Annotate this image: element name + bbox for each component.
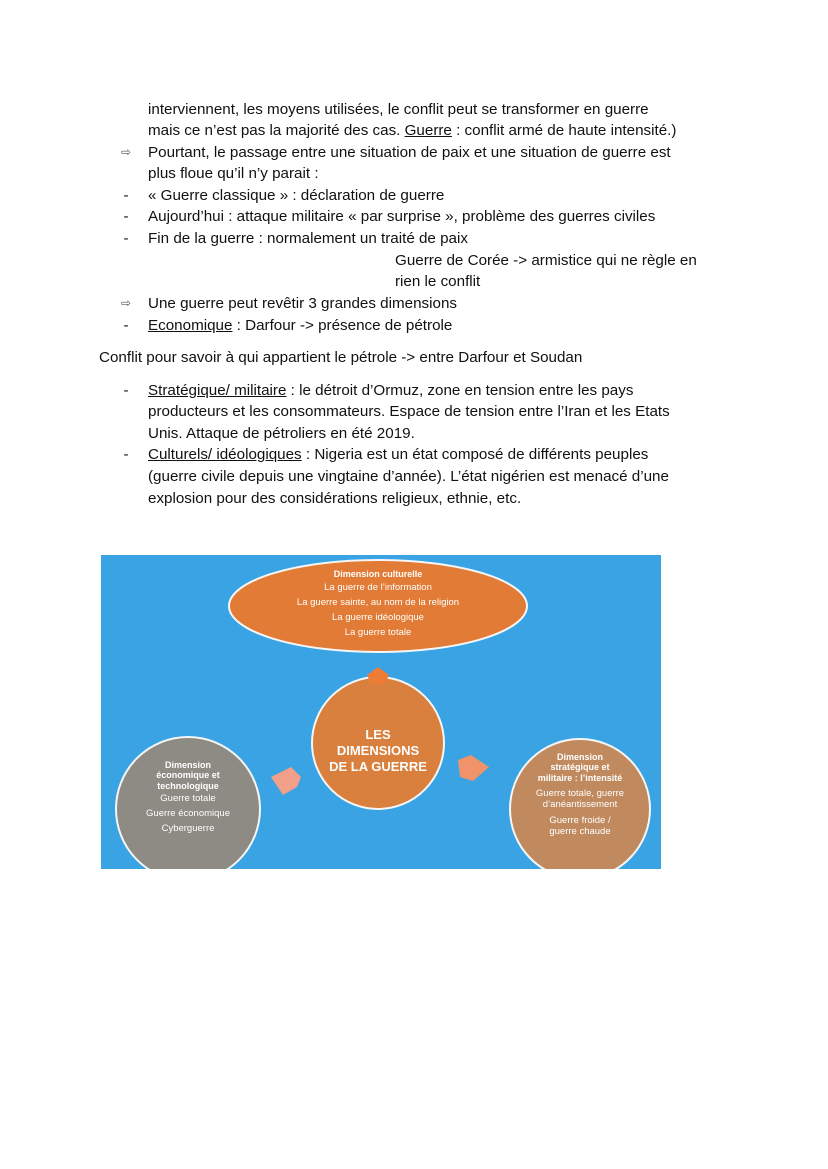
arrow-top-icon bbox=[367, 667, 389, 684]
right-item: guerre chaude bbox=[549, 825, 611, 837]
left-dimension-text: Dimension économique et technologique Guerre totale Guerre économique Cyberguerre bbox=[123, 760, 253, 835]
arrow-bullet-icon: ⇨ bbox=[120, 296, 132, 310]
text-line: Fin de la guerre : normalement un traité de paix bbox=[148, 230, 468, 247]
dimensions-diagram bbox=[101, 555, 661, 869]
dash-bullet: - bbox=[123, 382, 129, 399]
right-dimension-text: Dimension stratégique et militaire : l’intensité Guerre totale, guerre d’anéantissement Guerre froide / guerre chaude bbox=[515, 752, 645, 838]
text-line: (guerre civile depuis une vingtaine d’année). L’état nigérien est menacé d’une bbox=[148, 468, 669, 485]
right-item: d’anéantissement bbox=[542, 798, 618, 810]
dash-bullet: - bbox=[123, 446, 129, 463]
top-item: La guerre sainte, au nom de la religion bbox=[296, 597, 460, 609]
top-dimension-text bbox=[251, 569, 505, 639]
left-item: Cyberguerre bbox=[161, 822, 215, 834]
text-line: plus floue qu’il n’y parait : bbox=[148, 165, 319, 182]
text-line: rien le conflit bbox=[395, 273, 481, 290]
top-item: La guerre idéologique bbox=[332, 612, 424, 624]
left-item: Guerre totale bbox=[160, 793, 216, 805]
right-item: Guerre froide / bbox=[549, 814, 611, 826]
top-item: La guerre de l’information bbox=[324, 582, 432, 594]
text-line: interviennent, les moyens utilisées, le conflit peut se transformer en guerre bbox=[148, 101, 649, 118]
text-line: « Guerre classique » : déclaration de guerre bbox=[148, 187, 445, 204]
arrow-right-icon bbox=[458, 755, 489, 781]
arrow-bullet-icon: ⇨ bbox=[120, 145, 132, 159]
underlined-term: Guerre bbox=[404, 122, 452, 139]
text-line: Economique : Darfour -> présence de pétrole bbox=[148, 317, 453, 334]
right-item: Guerre totale, guerre bbox=[535, 788, 625, 800]
text-line: Stratégique/ militaire : le détroit d’Ormuz, zone en tension entre les pays bbox=[148, 382, 634, 399]
text-line: producteurs et les consommateurs. Espace de tension entre l’Iran et les Etats bbox=[148, 403, 670, 420]
arrow-left-icon bbox=[271, 767, 301, 795]
text-line: Aujourd’hui : attaque militaire « par surprise », problème des guerres civiles bbox=[148, 208, 656, 225]
underlined-term: Culturels/ idéologiques bbox=[148, 446, 302, 463]
top-dimension-title: Dimension culturelle bbox=[333, 569, 423, 579]
text-line: Pourtant, le passage entre une situation de paix et une situation de guerre est bbox=[148, 144, 671, 161]
text-line: Une guerre peut revêtir 3 grandes dimensions bbox=[148, 295, 457, 312]
text-line: explosion pour des considérations religieux, ethnie, etc. bbox=[148, 490, 522, 507]
dash-bullet: - bbox=[123, 230, 129, 247]
dash-bullet: - bbox=[123, 187, 129, 204]
left-item: Guerre économique bbox=[146, 807, 230, 819]
underlined-term: Stratégique/ militaire bbox=[148, 382, 287, 399]
text-line: Unis. Attaque de pétroliers en été 2019. bbox=[148, 425, 415, 442]
dash-bullet: - bbox=[123, 317, 129, 334]
top-item: La guerre totale bbox=[344, 627, 412, 639]
text-line: mais ce n’est pas la majorité des cas. Guerre : conflit armé de haute intensité.) bbox=[148, 122, 677, 139]
underlined-term: Economique bbox=[148, 317, 233, 334]
center-title: LES DIMENSIONS DE LA GUERRE bbox=[329, 727, 427, 774]
text-line: Culturels/ idéologiques : Nigeria est un état composé de différents peuples bbox=[148, 446, 649, 463]
dash-bullet: - bbox=[123, 208, 129, 225]
text-line: Guerre de Corée -> armistice qui ne règle en bbox=[395, 252, 697, 269]
text-line: Conflit pour savoir à qui appartient le pétrole -> entre Darfour et Soudan bbox=[99, 349, 583, 366]
